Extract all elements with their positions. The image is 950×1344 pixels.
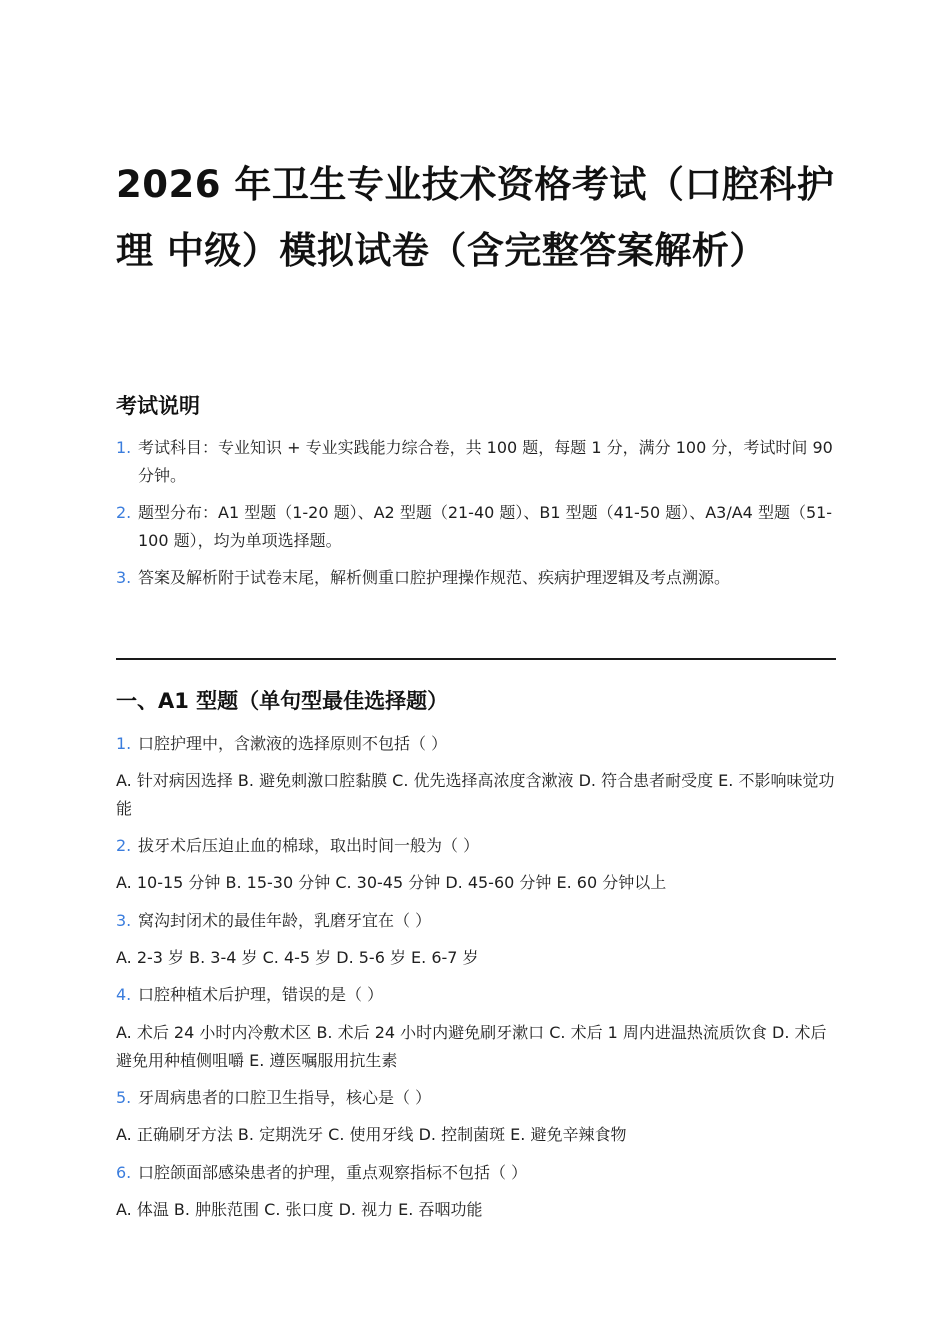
- question-number: 3.: [116, 911, 132, 930]
- instruction-text: 考试科目：专业知识 + 专业实践能力综合卷，共 100 题，每题 1 分，满分 100 分，考试时间 90 分钟。: [138, 438, 833, 485]
- question-stem: [116, 832, 836, 860]
- question-stem: [116, 1084, 836, 1112]
- question-options: A. 针对病因选择 B. 避免刺激口腔黏膜 C. 优先选择高浓度含漱液 D. 符合患者耐受度 E. 不影响味觉功能: [116, 771, 835, 818]
- question-number: 2.: [116, 836, 132, 855]
- instruction-text: 答案及解析附于试卷末尾，解析侧重口腔护理操作规范、疾病护理逻辑及考点溯源。: [138, 568, 731, 587]
- question-options: A. 术后 24 小时内冷敷术区 B. 术后 24 小时内避免刷牙漱口 C. 术后 1 周内进温热流质饮食 D. 术后避免用种植侧咀嚼 E. 遵医嘱服用抗生素: [116, 1023, 827, 1070]
- list-number: 3.: [116, 568, 132, 587]
- question-options: A. 体温 B. 肿胀范围 C. 张口度 D. 视力 E. 吞咽功能: [116, 1200, 483, 1219]
- question-number: 6.: [116, 1163, 132, 1182]
- section-heading: 一、A1 型题（单句型最佳选择题）: [116, 689, 449, 713]
- question-stem: [116, 730, 836, 758]
- instruction-item: [116, 564, 836, 592]
- question-text: 拔牙术后压迫止血的棉球，取出时间一般为（ ）: [138, 836, 480, 855]
- question-text: 口腔种植术后护理，错误的是（ ）: [138, 985, 384, 1004]
- question-text: 窝沟封闭术的最佳年龄，乳磨牙宜在（ ）: [138, 911, 432, 930]
- question-options: A. 正确刷牙方法 B. 定期洗牙 C. 使用牙线 D. 控制菌斑 E. 避免辛辣食物: [116, 1125, 627, 1144]
- list-number: 1.: [116, 438, 132, 457]
- instruction-text: 题型分布：A1 型题（1-20 题）、A2 型题（21-40 题）、B1 型题（41-50 题）、A3/A4 型题（51-100 题），均为单项选择题。: [138, 503, 833, 550]
- question-stem: [116, 1159, 836, 1187]
- page-title: 2026 年卫生专业技术资格考试（口腔科护理 中级）模拟试卷（含完整答案解析）: [116, 163, 835, 272]
- question-options: A. 10-15 分钟 B. 15-30 分钟 C. 30-45 分钟 D. 45-60 分钟 E. 60 分钟以上: [116, 873, 667, 892]
- question-stem: [116, 907, 836, 935]
- question-number: 4.: [116, 985, 132, 1004]
- list-number: 2.: [116, 503, 132, 522]
- instructions-heading: 考试说明: [116, 394, 200, 418]
- question-stem: [116, 981, 836, 1009]
- section-divider: [116, 658, 836, 660]
- instruction-item: [116, 499, 836, 555]
- question-text: 口腔护理中，含漱液的选择原则不包括（ ）: [138, 734, 448, 753]
- question-number: 1.: [116, 734, 132, 753]
- question-text: 口腔颌面部感染患者的护理，重点观察指标不包括（ ）: [138, 1163, 528, 1182]
- question-number: 5.: [116, 1088, 132, 1107]
- question-text: 牙周病患者的口腔卫生指导，核心是（ ）: [138, 1088, 432, 1107]
- instruction-item: [116, 434, 836, 490]
- question-options: A. 2-3 岁 B. 3-4 岁 C. 4-5 岁 D. 5-6 岁 E. 6-7 岁: [116, 948, 479, 967]
